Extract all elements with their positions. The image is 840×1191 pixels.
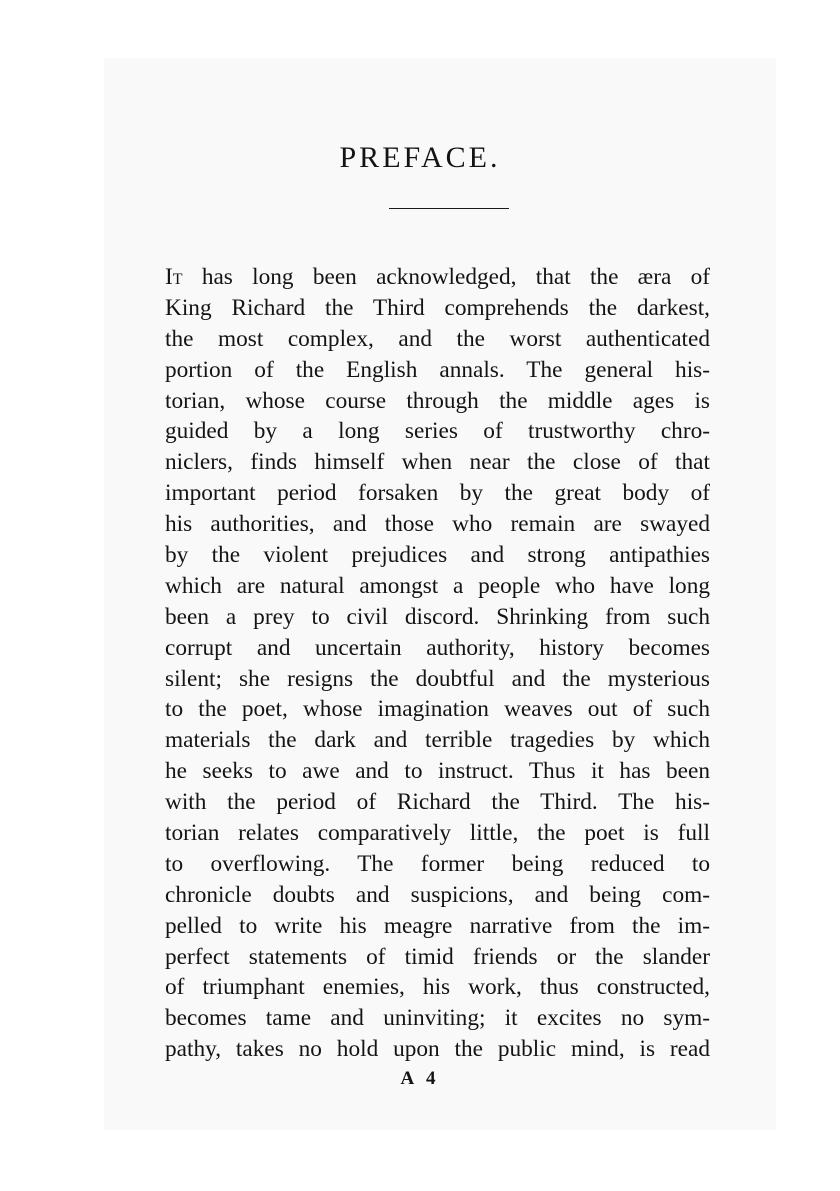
text-line-4: portion of the English annals. The general his- [165, 356, 710, 383]
text-line-20: to overflowing. The former being reduced to [165, 850, 710, 877]
text-line-1 [165, 262, 710, 293]
preface-body [165, 262, 710, 1065]
text-line-13: corrupt and uncertain authority, history becomes [165, 634, 710, 661]
text-line-25: becomes tame and uninviting; it excites no sym- [165, 1005, 710, 1032]
text-line-18: with the period of Richard the Third. The his- [165, 789, 710, 816]
text-line-9: his authorities, and those who remain are swayed [165, 511, 710, 538]
opening-small-caps: t [172, 264, 183, 290]
text-line-24: of triumphant enemies, his work, thus constructed, [165, 974, 710, 1001]
text-line-11: which are natural amongst a people who have long [165, 572, 710, 599]
text-line-1-rest: has long been acknowledged, that the æra of [182, 264, 710, 290]
text-line-26: pathy, takes no hold upon the public mind, is read [165, 1036, 710, 1063]
text-line-10: by the violent prejudices and strong antipathies [165, 542, 710, 569]
text-line-7: niclers, finds himself when near the close of that [165, 449, 710, 476]
text-line-8: important period forsaken by the great body of [165, 480, 710, 507]
text-line-21: chronicle doubts and suspicions, and being com- [165, 881, 710, 908]
opening-capital: I [165, 264, 173, 290]
text-line-2: King Richard the Third comprehends the darkest, [165, 294, 710, 321]
text-line-15: to the poet, whose imagination weaves out of such [165, 696, 710, 723]
text-line-5: torian, whose course through the middle ages is [165, 387, 710, 414]
text-line-22: pelled to write his meagre narrative from the im- [165, 912, 710, 939]
text-line-16: materials the dark and terrible tragedies by which [165, 727, 710, 754]
signature-mark: A 4 [400, 1068, 440, 1089]
text-line-23: perfect statements of timid friends or the slander [165, 943, 710, 970]
text-line-12: been a prey to civil discord. Shrinking from such [165, 603, 710, 630]
title-divider-rule [389, 208, 509, 209]
text-line-17: he seeks to awe and to instruct. Thus it has been [165, 758, 710, 785]
text-line-14: silent; she resigns the doubtful and the mysterious [165, 665, 710, 692]
page-title: PREFACE. [339, 141, 501, 174]
text-line-19: torian relates comparatively little, the poet is full [165, 820, 710, 847]
text-line-6: guided by a long series of trustworthy chro- [165, 418, 710, 445]
text-line-3: the most complex, and the worst authenticated [165, 325, 710, 352]
